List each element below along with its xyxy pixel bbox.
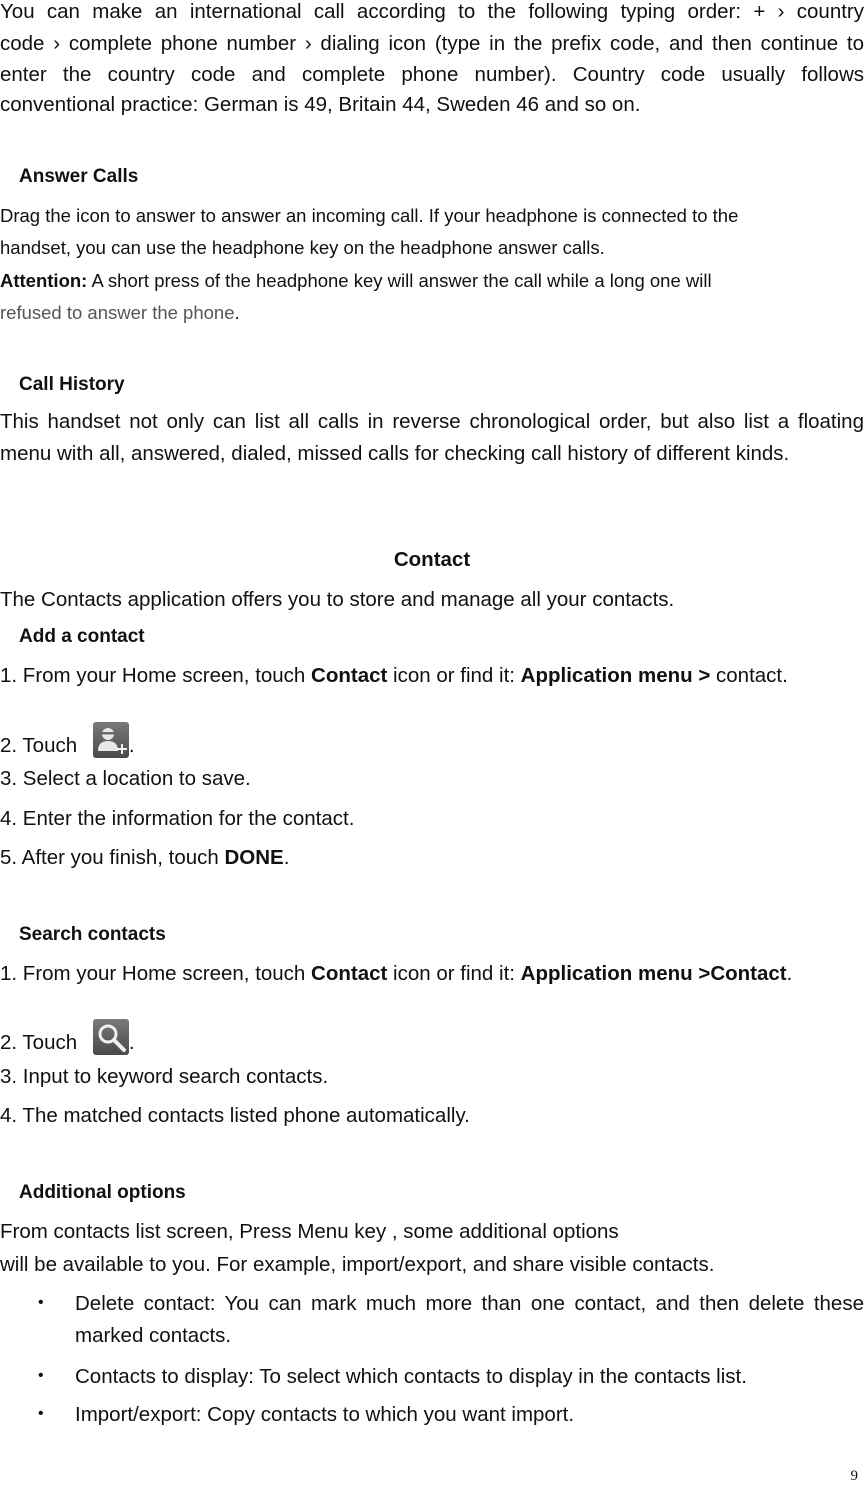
add-contact-step-1: 1. From your Home screen, touch Contact icon or find it: Application menu > contact. [0, 664, 788, 687]
contact-intro: The Contacts application offers you to store and manage all your contacts. [0, 588, 675, 611]
add-contact-step-3: 3. Select a location to save. [0, 767, 251, 790]
attention-text: A short press of the headphone key will answer the call while a long one will [87, 270, 712, 291]
attention-note [0, 265, 712, 296]
intro-line-3: enter the country code and complete phone number). Country code usually follows [0, 63, 864, 86]
add-contact-step-2: 2. Touch . [0, 722, 135, 761]
call-history-line-2: menu with all, answered, dialed, missed calls for checking call history of different kinds. [0, 442, 790, 465]
bullet-marker: • [38, 1367, 44, 1384]
answer-calls-heading: Answer Calls [19, 166, 139, 187]
bullet-marker: • [38, 1294, 44, 1311]
bullet-item-continuation: marked contacts. [75, 1324, 232, 1347]
add-contact-step-5: 5. After you finish, touch DONE. [0, 846, 290, 869]
answer-calls-line-4-period: . [234, 302, 240, 323]
answer-calls-line-1: Drag the icon to answer to answer an incoming call. If your headphone is connected to the [0, 205, 739, 226]
search-icon [93, 1019, 129, 1055]
intro-line-1: You can make an international call according to the following typing order: + › country [0, 0, 864, 23]
bullet-item: Delete contact: You can mark much more than one contact, and then delete these [75, 1292, 864, 1315]
bullet-item: Contacts to display: To select which contacts to display in the contacts list. [75, 1365, 747, 1388]
additional-line-1: From contacts list screen, Press Menu key , some additional options [0, 1220, 619, 1243]
page-number: 9 [850, 1468, 858, 1484]
search-contacts-step-2: 2. Touch . [0, 1019, 135, 1058]
search-contacts-heading: Search contacts [19, 924, 166, 945]
answer-calls-line-4 [0, 297, 240, 328]
search-contacts-step-1: 1. From your Home screen, touch Contact icon or find it: Application menu >Contact. [0, 962, 793, 985]
contact-title: Contact [393, 548, 471, 571]
additional-line-2: will be available to you. For example, import/export, and share visible contacts. [0, 1253, 715, 1276]
intro-line-4: conventional practice: German is 49, Britain 44, Sweden 46 and so on. [0, 93, 641, 116]
answer-calls-line-2: handset, you can use the headphone key on the headphone answer calls. [0, 237, 605, 258]
add-contact-step-4: 4. Enter the information for the contact. [0, 807, 355, 830]
intro-line-2: code › complete phone number › dialing icon (type in the prefix code, and then continue to [0, 32, 864, 55]
answer-calls-line-4-text: refused to answer the phone [0, 302, 235, 323]
bullet-item: Import/export: Copy contacts to which you want import. [75, 1403, 575, 1426]
add-contact-icon [93, 722, 129, 758]
search-contacts-step-4: 4. The matched contacts listed phone automatically. [0, 1104, 470, 1127]
call-history-heading: Call History [19, 374, 125, 395]
additional-options-heading: Additional options [19, 1182, 186, 1203]
attention-label: Attention: [0, 270, 88, 291]
add-contact-heading: Add a contact [19, 626, 145, 647]
call-history-line-1: This handset not only can list all calls in reverse chronological order, but also list a floating [0, 410, 864, 433]
search-contacts-step-3: 3. Input to keyword search contacts. [0, 1065, 329, 1088]
bullet-marker: • [38, 1405, 44, 1422]
